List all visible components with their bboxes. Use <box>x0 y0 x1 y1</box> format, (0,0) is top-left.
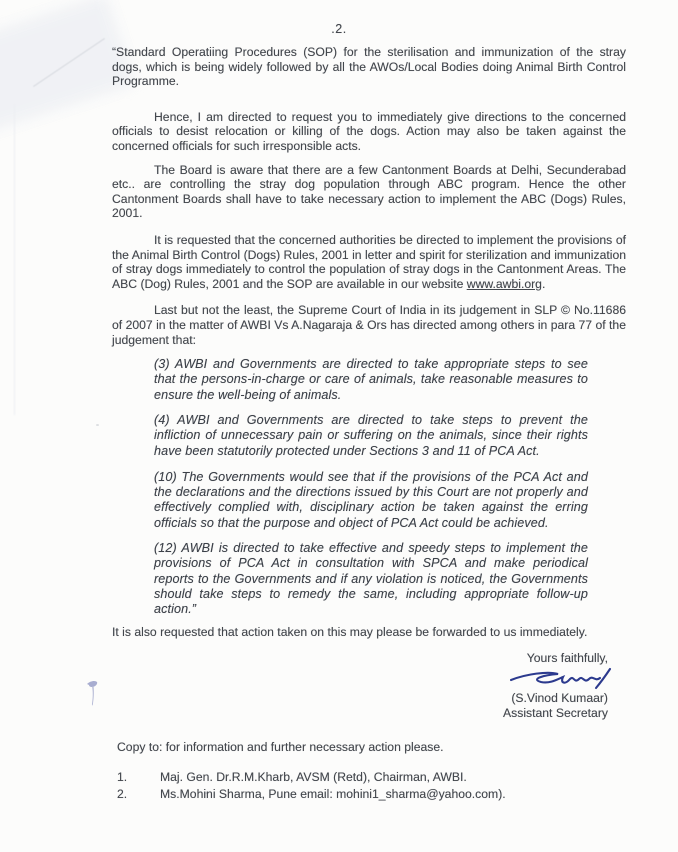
signature-ink <box>508 667 616 691</box>
paragraph-cantonment-boards: The Board is aware that there are a few Cantonment Boards at Delhi, Secunderabad etc.. are controlling the stray dog population through ABC program. Hence the other Cantonment Boards shall have to take necessary action to implement the ABC (Dogs) Rules, 2001. <box>112 162 626 221</box>
signature-block <box>112 651 626 721</box>
signatory-name: (S.Vinod Kumaar) <box>511 691 608 706</box>
closing-line: It is also requested that action taken on this may please be forwarded to us immediately. <box>112 624 588 639</box>
copy-list-item <box>117 786 626 803</box>
paragraph-text: It is requested that the concerned authorities be directed to implement the provisions of the Animal Birth Control (Dogs) Rules, 2001 in letter and spirit for sterilization and immunization of stray dogs immediately to control the population of stray dogs in the Cantonment Areas. The ABC (Dog) Rules, 2001 and the SOP are available in our website <box>112 232 626 291</box>
paragraph-sop: “Standard Operatiing Procedures (SOP) for the sterilisation and immunization of the stray dogs, which is being widely followed by all the AWOs/Local Bodies doing Animal Birth Control Programme. <box>112 45 626 89</box>
judgement-quote-12: (12) AWBI is directed to take effective and speedy steps to implement the provisions of PCA Act in consultation with SPCA and make periodical reports to the Governments and if any violation is noticed, the Governments should take steps to remedy the same, including appropriate follow-up action.” <box>154 541 588 617</box>
judgement-quote-4: (4) AWBI and Governments are directed to take steps to prevent the infliction of unnecessary pain or suffering on the animals, since their rights have been statutorily protected under Sections 3 and 11 of PCA Act. <box>154 412 588 458</box>
pen-mark <box>84 678 102 710</box>
website-link[interactable]: www.awbi.org <box>466 276 542 291</box>
paragraph-abc-rules <box>112 233 626 291</box>
paragraph-text: . <box>541 276 546 291</box>
copy-list <box>112 769 626 803</box>
scan-speck <box>96 424 99 426</box>
letter-body <box>112 45 626 803</box>
scan-edge-line <box>14 105 15 415</box>
copy-item-number: 1. <box>117 769 128 784</box>
signatory-title: Assistant Secretary <box>503 706 608 721</box>
valediction: Yours faithfully, <box>526 651 608 666</box>
copy-item-text: Maj. Gen. Dr.R.M.Kharb, AVSM (Retd), Chairman, AWBI. <box>160 769 467 784</box>
judgement-quote-10: (10) The Governments would see that if the provisions of the PCA Act and the declarations and the directions issued by this Court are not properly and effectively complied with, disciplinary action be taken against the erring officials so that the purpose and object of PCA Act could be achieved. <box>154 469 588 530</box>
judgement-quote-3: (3) AWBI and Governments are directed to take appropriate steps to see that the persons-in-charge or care of animals, take reasonable measures to ensure the well-being of animals. <box>154 357 588 402</box>
paragraph-directions: Hence, I am directed to request you to immediately give directions to the concerned officials to desist relocation or killing of the dogs. Action may also be taken against the concerned officials for such irresponsible acts. <box>112 109 626 153</box>
copy-list-item <box>117 769 626 786</box>
copy-to-heading: Copy to: for information and further necessary action please. <box>117 740 444 755</box>
page-number: .2. <box>331 22 347 36</box>
copy-item-text: Ms.Mohini Sharma, Pune email: mohini1_sharma@yahoo.com). <box>160 786 506 801</box>
paragraph-supreme-court: Last but not the least, the Supreme Court of India in its judgement in SLP © No.11686 of 2007 in the matter of AWBI Vs A.Nagaraja & Ors has directed among others in para 77 of the judgement that: <box>112 303 626 347</box>
copy-item-number: 2. <box>117 786 128 801</box>
